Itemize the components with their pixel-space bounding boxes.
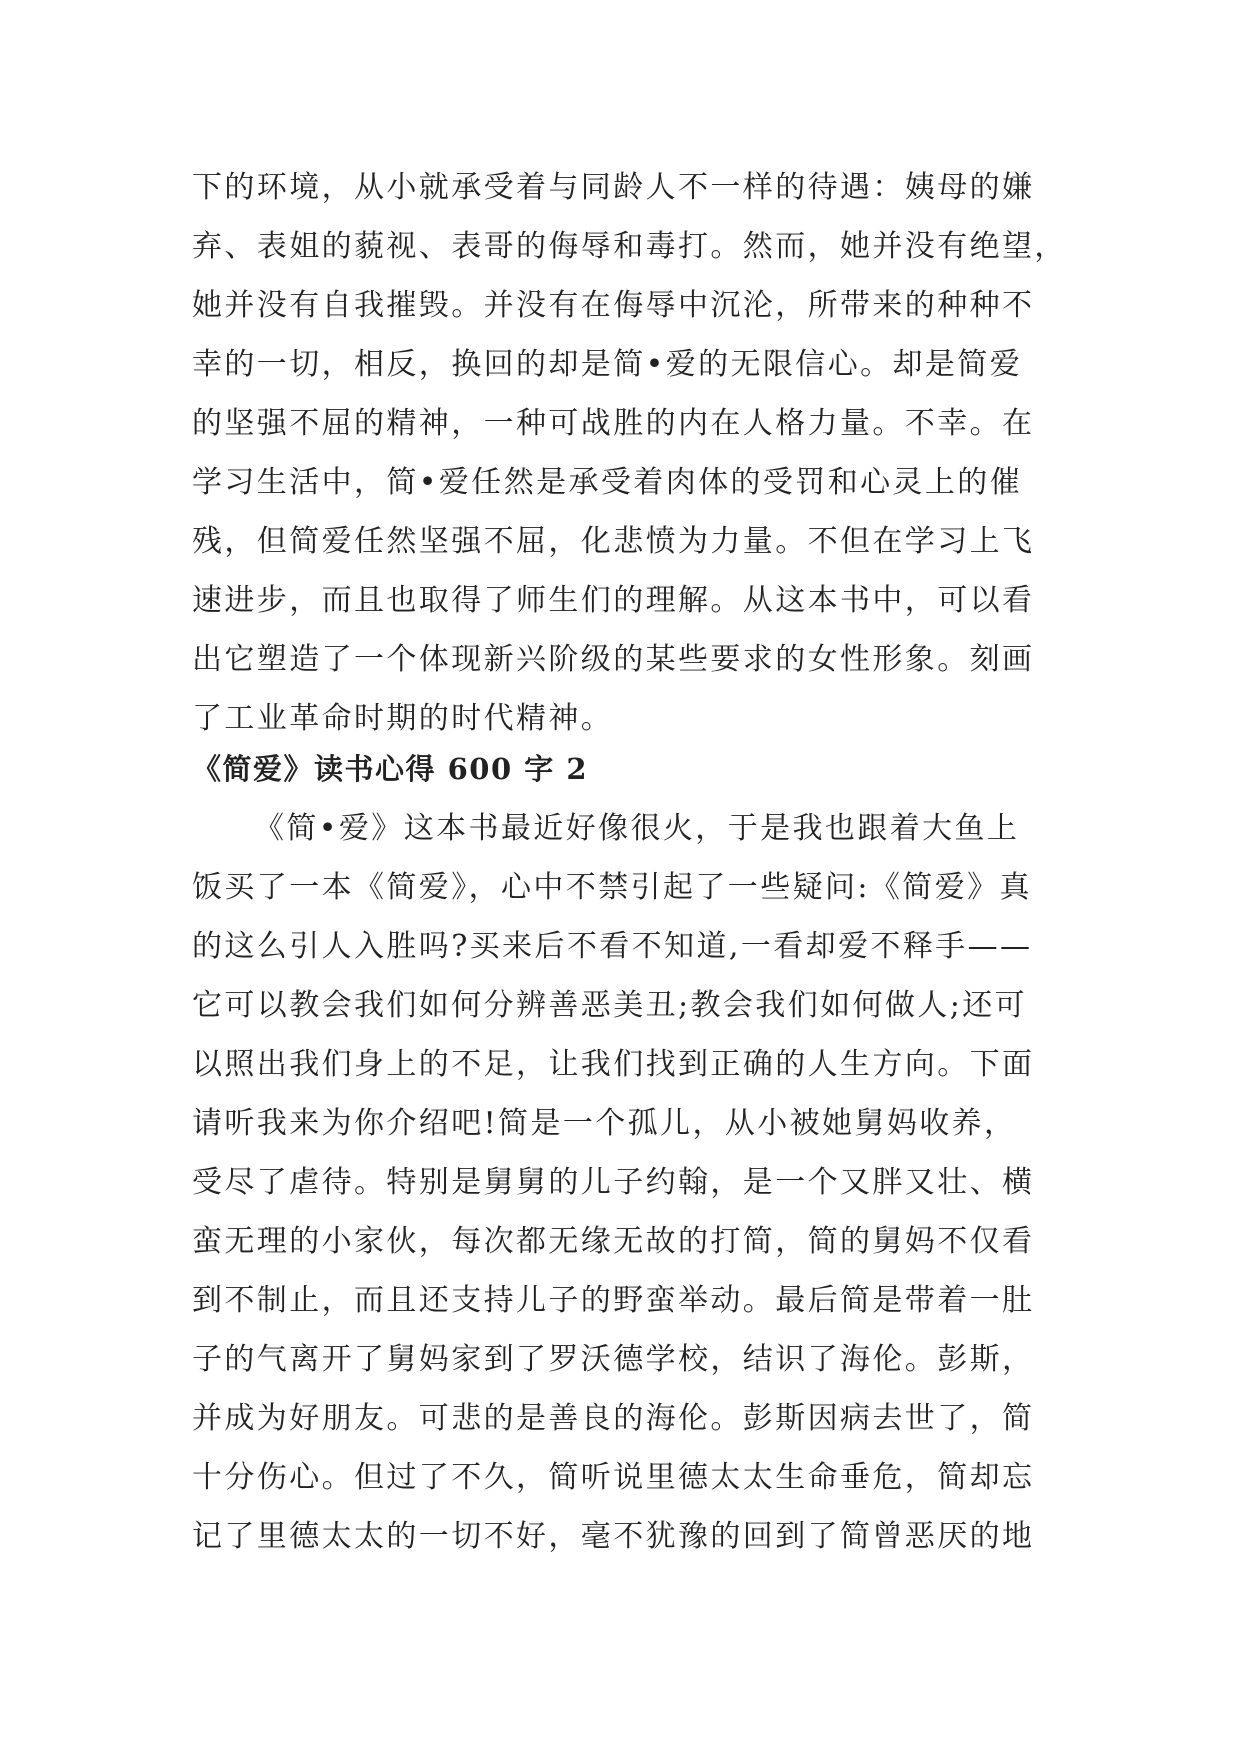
paragraph-2-line: 的这么引人入胜吗?买来后不看不知道,一看却爱不释手——	[192, 929, 1033, 964]
paragraph-2	[192, 799, 1072, 1566]
paragraph-2-line: 饭买了一本《简爱》，心中不禁引起了一些疑问:《简爱》真	[192, 870, 1032, 905]
paragraph-2-line: 《简•爱》这本书最近好像很火，于是我也跟着大鱼上	[254, 811, 1020, 846]
paragraph-2-line: 请听我来为你介绍吧!简是一个孤儿，从小被她舅妈收养，	[192, 1106, 1017, 1141]
paragraph-1-line: 下的环境，从小就承受着与同龄人不一样的待遇：姨母的嫌	[192, 170, 1035, 205]
paragraph-1-line: 残，但简爱任然坚强不屈，化悲愤为力量。不但在学习上飞	[192, 524, 1035, 559]
paragraph-2-line: 并成为好朋友。可悲的是善良的海伦。彭斯因病去世了，简	[192, 1401, 1035, 1436]
paragraph-2-line: 到不制止，而且还支持儿子的野蛮举动。最后简是带着一肚	[192, 1283, 1035, 1318]
section-heading: 《简爱》读书心得 600 字 2	[192, 752, 589, 786]
paragraph-1-line: 速进步，而且也取得了师生们的理解。从这本书中，可以看	[192, 583, 1035, 618]
paragraph-2-line: 子的气离开了舅妈家到了罗沃德学校，结识了海伦。彭斯，	[192, 1342, 1035, 1377]
paragraph-2-line: 受尽了虐待。特别是舅舅的儿子约翰，是一个又胖又壮、横	[192, 1165, 1035, 1200]
paragraph-1-line: 的坚强不屈的精神，一种可战胜的内在人格力量。不幸。在	[192, 406, 1035, 441]
paragraph-1-line: 幸的一切，相反，换回的却是简•爱的无限信心。却是简爱	[192, 347, 1023, 382]
paragraph-1-line: 学习生活中，简•爱任然是承受着肉体的受罚和心灵上的催	[192, 465, 1023, 500]
paragraph-1-line: 出它塑造了一个体现新兴阶级的某些要求的女性形象。刻画	[192, 642, 1035, 677]
paragraph-1-line: 了工业革命时期的时代精神。	[192, 701, 614, 736]
paragraph-2-line: 蛮无理的小家伙，每次都无缘无故的打简，简的舅妈不仅看	[192, 1224, 1035, 1259]
paragraph-2-line: 它可以教会我们如何分辨善恶美丑;教会我们如何做人;还可	[192, 988, 1028, 1023]
paragraph-1-line: 弃、表姐的藐视、表哥的侮辱和毒打。然而，她并没有绝望，	[192, 229, 1067, 264]
paragraph-2-line: 以照出我们身上的不足，让我们找到正确的人生方向。下面	[192, 1047, 1035, 1082]
paragraph-2-line: 十分伤心。但过了不久，简听说里德太太生命垂危，简却忘	[192, 1460, 1035, 1495]
paragraph-2-line: 记了里德太太的一切不好，毫不犹豫的回到了简曾恶厌的地	[192, 1519, 1035, 1554]
paragraph-1	[192, 158, 1072, 748]
paragraph-1-line: 她并没有自我摧毁。并没有在侮辱中沉沦，所带来的种种不	[192, 288, 1035, 323]
